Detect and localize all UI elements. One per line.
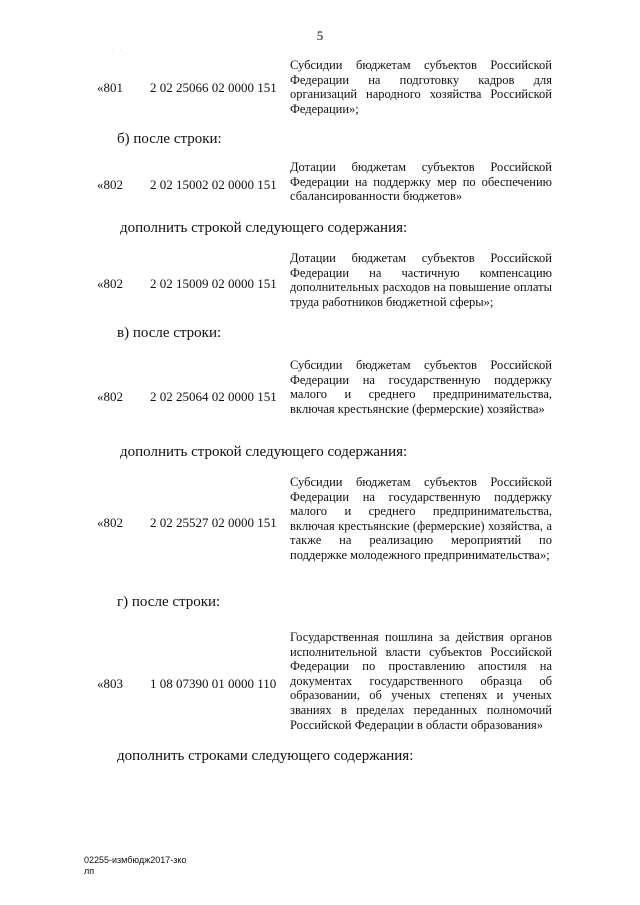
scan-speck: · · — [112, 48, 124, 54]
document-footer — [84, 855, 186, 877]
revenue-code: 2 02 15002 02 0000 151 — [150, 177, 277, 192]
row-description: Дотации бюджетам субъектов Российской Федерации на частичную компенсацию дополнительных расходов на повышение оплаты труда работников бюджетной сферы»; — [290, 251, 552, 309]
admin-code: «801 — [97, 80, 123, 95]
revenue-code: 2 02 25064 02 0000 151 — [150, 389, 277, 404]
row-description: Субсидии бюджетам субъектов Российской Федерации на государственную поддержку малого и среднего предпринимательства, включая крестьянские (фермерские) хозяйства, а также на реализацию мероприятий по поддержке молодежного предпринимательства»; — [290, 475, 552, 562]
admin-code: «802 — [97, 177, 123, 192]
instruction: г) после строки: — [117, 594, 221, 610]
admin-code: «802 — [97, 389, 123, 404]
instruction: б) после строки: — [117, 131, 222, 147]
instruction: дополнить строкой следующего содержания: — [120, 444, 408, 460]
instruction: в) после строки: — [117, 325, 222, 341]
revenue-code: 1 08 07390 01 0000 110 — [150, 676, 277, 691]
admin-code: «803 — [97, 676, 123, 691]
instruction: дополнить строками следующего содержания: — [117, 748, 414, 764]
page-number: 5 — [316, 28, 324, 43]
admin-code: «802 — [97, 515, 123, 530]
revenue-code: 2 02 25527 02 0000 151 — [150, 515, 277, 530]
row-description: Субсидии бюджетам субъектов Российской Федерации на подготовку кадров для организаций народного хозяйства Российской Федерации»; — [290, 58, 552, 116]
footer-initials: лп — [84, 866, 95, 876]
revenue-code: 2 02 15009 02 0000 151 — [150, 276, 277, 291]
revenue-code: 2 02 25066 02 0000 151 — [150, 80, 277, 95]
row-description: Государственная пошлина за действия органов исполнительной власти субъектов Российской Федерации по проставлению апостиля на документах государственного образца об образовании, об ученых степенях и ученых званиях в пределах переданных полномочий Российской Федерации в области образования» — [290, 630, 552, 732]
instruction: дополнить строкой следующего содержания: — [120, 220, 408, 236]
row-description: Дотации бюджетам субъектов Российской Федерации на поддержку мер по обеспечению сбалансированности бюджетов» — [290, 160, 552, 204]
admin-code: «802 — [97, 276, 123, 291]
footer-doc-id: 02255-измбюдж2017-зко — [84, 855, 187, 865]
row-description: Субсидии бюджетам субъектов Российской Федерации на государственную поддержку малого и среднего предпринимательства, включая крестьянские (фермерские) хозяйства» — [290, 358, 552, 416]
